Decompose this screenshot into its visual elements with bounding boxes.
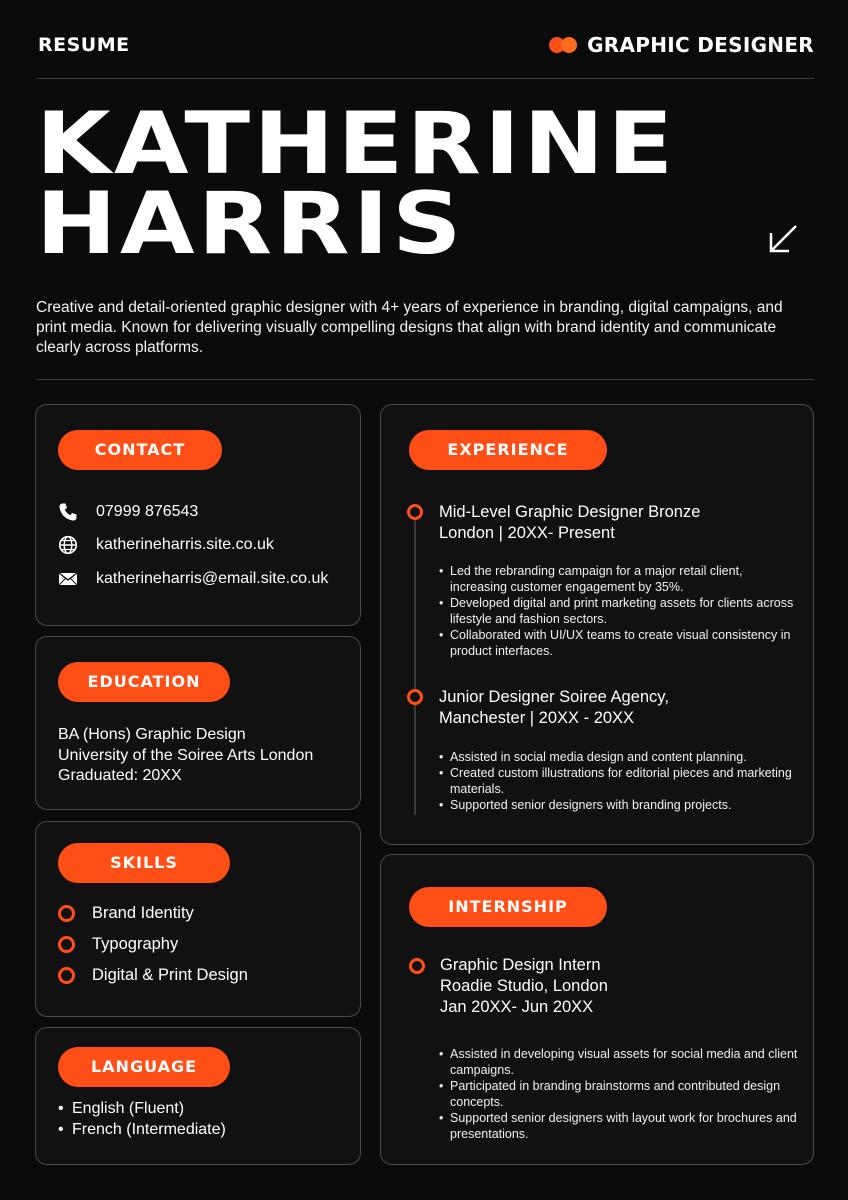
language-heading: LANGUAGE — [58, 1047, 230, 1087]
candidate-name — [36, 94, 842, 274]
contact-card — [35, 404, 361, 626]
profile-summary: Creative and detail-oriented graphic designer with 4+ years of experience in branding, digital campaigns, and print media. Known for delivering visually compelling designs that align with brand identity and communicate clearly across platforms. — [36, 299, 783, 356]
timeline-line — [414, 515, 416, 815]
job-role: Junior Designer Soiree Agency, — [439, 688, 669, 706]
experience-heading: EXPERIENCE — [409, 430, 607, 470]
internship-title — [440, 955, 608, 1018]
language-item: • French (Intermediate) — [58, 1119, 226, 1140]
header-divider — [36, 78, 814, 79]
internship-bullet: • Participated in branding brainstorms and contributed design concepts. — [439, 1078, 799, 1110]
phone-icon — [58, 502, 78, 522]
experience-card — [380, 404, 814, 845]
arrow-down-left-icon — [766, 222, 800, 256]
resume-label: RESUME — [38, 34, 130, 56]
language-list — [58, 1098, 226, 1140]
role-block — [549, 33, 814, 57]
job-location-dates: London | 20XX- Present — [439, 524, 615, 542]
skills-card — [35, 821, 361, 1017]
degree: BA (Hons) Graphic Design — [58, 726, 246, 743]
contact-heading: CONTACT — [58, 430, 222, 470]
website-link[interactable]: katherineharris.site.co.uk — [96, 536, 274, 553]
language-item: • English (Fluent) — [58, 1098, 226, 1119]
job-bullet: • Collaborated with UI/UX teams to create visual consistency in product interfaces. — [439, 627, 799, 659]
skill-item — [58, 904, 194, 923]
contact-website — [58, 535, 274, 555]
contact-email — [58, 569, 328, 589]
internship-bullet: • Supported senior designers with layout work for brochures and presentations. — [439, 1110, 799, 1142]
phone-number[interactable]: 07999 876543 — [96, 503, 199, 520]
education-heading: EDUCATION — [58, 662, 230, 702]
job-bullet: • Led the rebranding campaign for a major retail client, increasing customer engagement by 35%. — [439, 563, 799, 595]
skill-item — [58, 966, 248, 985]
education-card — [35, 636, 361, 810]
education-details — [58, 725, 313, 787]
skill-label: Typography — [92, 935, 179, 953]
summary-divider — [36, 379, 814, 380]
email-link[interactable]: katherineharris@email.site.co.uk — [96, 570, 329, 587]
skill-label: Digital & Print Design — [92, 966, 248, 984]
bullet-ring-icon — [58, 936, 75, 953]
last-name: HARRIS — [36, 174, 465, 274]
job-title — [439, 687, 669, 729]
internship-bullets — [439, 1046, 799, 1142]
mail-icon — [58, 569, 78, 589]
role-label: GRAPHIC DESIGNER — [587, 33, 814, 57]
graduation-date: Graduated: 20XX — [58, 767, 182, 784]
internship-card — [380, 854, 814, 1165]
skills-heading: SKILLS — [58, 843, 230, 883]
internship-company: Roadie Studio, London — [440, 977, 608, 995]
job-bullet: • Assisted in social media design and content planning. — [439, 749, 799, 765]
job-bullet: • Created custom illustrations for editorial pieces and marketing materials. — [439, 765, 799, 797]
timeline-marker-icon — [407, 689, 423, 705]
internship-heading: INTERNSHIP — [409, 887, 607, 927]
language-card — [35, 1027, 361, 1165]
skill-item — [58, 935, 178, 954]
bullet-ring-icon — [58, 905, 75, 922]
internship-role: Graphic Design Intern — [440, 956, 601, 974]
university: University of the Soiree Arts London — [58, 746, 314, 764]
skill-label: Brand Identity — [92, 904, 194, 922]
job-title — [439, 502, 700, 544]
job-bullet: • Developed digital and print marketing assets for clients across lifestyle and fashion sectors. — [439, 595, 799, 627]
internship-dates: Jan 20XX- Jun 20XX — [440, 998, 594, 1016]
job-bullet: • Supported senior designers with branding projects. — [439, 797, 799, 813]
header — [36, 30, 814, 60]
contact-phone — [58, 502, 198, 522]
first-name: KATHERINE — [36, 94, 677, 194]
job-role: Mid-Level Graphic Designer Bronze — [439, 503, 701, 521]
job-bullets — [439, 563, 799, 659]
globe-icon — [58, 535, 78, 555]
bullet-ring-icon — [58, 967, 75, 984]
timeline-marker-icon — [409, 958, 425, 974]
job-bullets — [439, 749, 799, 813]
timeline-marker-icon — [407, 504, 423, 520]
logo-dots-icon — [549, 36, 579, 54]
job-location-dates: Manchester | 20XX - 20XX — [439, 709, 635, 727]
internship-bullet: • Assisted in developing visual assets for social media and client campaigns. — [439, 1046, 799, 1078]
